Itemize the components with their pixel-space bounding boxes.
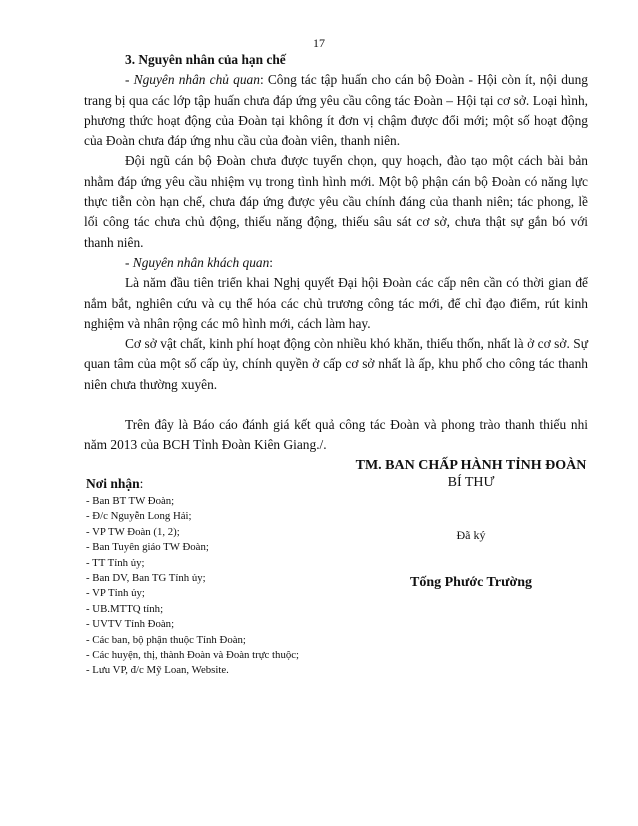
recipient-item: - UB.MTTQ tỉnh; <box>86 602 164 615</box>
paragraph-closing: Trên đây là Báo cáo đánh giá kết quả công tác Đoàn và phong trào thanh thiếu nhi năm 2013 của BCH Tỉnh Đoàn Kiên Giang./. <box>84 417 588 453</box>
signature-title: TM. BAN CHẤP HÀNH TỈNH ĐOÀN <box>355 458 587 473</box>
section-heading: 3. Nguyên nhân của hạn chế <box>125 52 286 67</box>
objective-cause-label: - Nguyên nhân khách quan <box>125 254 270 270</box>
recipient-item: - TT Tỉnh ủy; <box>86 556 145 569</box>
document-body <box>84 48 588 456</box>
recipients-label-text: Nơi nhận <box>86 476 140 491</box>
objective-cause-suffix: : <box>269 254 274 270</box>
paragraph-subjective-cause <box>84 70 588 151</box>
signature-signed-note: Đã ký <box>456 528 486 542</box>
paragraph-objective-cause <box>84 253 588 273</box>
recipient-item: - VP Tỉnh ủy; <box>86 587 145 600</box>
signatory-name: Tống Phước Trường <box>409 575 533 590</box>
recipient-item: - Đ/c Nguyễn Long Hải; <box>86 510 192 523</box>
recipient-item: - Ban DV, Ban TG Tỉnh ủy; <box>86 572 206 585</box>
recipient-item: - Lưu VP, đ/c Mỹ Loan, Website. <box>86 664 229 677</box>
paragraph-facilities: Cơ sở vật chất, kinh phí hoạt động còn nhiều khó khăn, thiếu thốn, nhất là ở cơ sở. Sự quan tâm của một số cấp ủy, chính quyền ở cấp cơ sở nhất là ấp, khu phố cho công tác thanh niên chưa thường xuyên. <box>84 336 588 392</box>
recipients-label-suffix: : <box>139 476 144 491</box>
paragraph-first-year: Là năm đầu tiên triển khai Nghị quyết Đại hội Đoàn các cấp nên cần có thời gian để nắm bắt, nghiên cứu và cụ thể hóa các chủ trương công tác mới, để chỉ đạo điểm, rút kinh nghiệm và nhân rộng các mô hình mới, cách làm hay. <box>84 275 588 331</box>
recipient-item: - Các ban, bộ phận thuộc Tỉnh Đoàn; <box>86 633 246 646</box>
page-number: 17 <box>313 36 325 50</box>
subjective-cause-text: : Công tác tập huấn cho cán bộ Đoàn - Hội còn ít, nội dung trang bị qua các lớp tập huấn chưa đáp ứng yêu cầu công tác Đoàn – Hội tại cơ sở. Loại hình, phương thức hoạt động của Đoàn tại không ít đơn vị chậm được đổi mới; một số hoạt động của Đoàn chưa đáp ứng nhu cầu của đoàn viên, thanh niên. <box>84 72 588 149</box>
recipient-item: - Ban Tuyên giáo TW Đoàn; <box>86 541 209 554</box>
subjective-cause-label: - Nguyên nhân chủ quan <box>125 72 260 88</box>
signature-role: BÍ THƯ <box>447 475 495 490</box>
recipients-list <box>86 494 299 679</box>
recipients-label <box>86 476 143 492</box>
recipient-item: - Ban BT TW Đoàn; <box>86 495 175 507</box>
recipient-item: - UVTV Tỉnh Đoàn; <box>86 618 175 631</box>
paragraph-cadre-quality: Đội ngũ cán bộ Đoàn chưa được tuyển chọn, quy hoạch, đào tạo một cách bài bản nhằm đáp ứng yêu cầu nhiệm vụ trong tình hình mới. Một bộ phận cán bộ Đoàn có năng lực thực tiễn còn hạn chế, chưa đáp ứng được yêu cầu chính đáng của thanh niên; tác phong, lề lối công tác chưa chủ động, thiếu năng động, thiếu sâu sát cơ sở, chưa thật sự gắn bó với thanh niên. <box>84 153 588 250</box>
recipient-item: - Các huyện, thị, thành Đoàn và Đoàn trực thuộc; <box>86 649 300 662</box>
recipient-item: - VP TW Đoàn (1, 2); <box>86 525 180 538</box>
